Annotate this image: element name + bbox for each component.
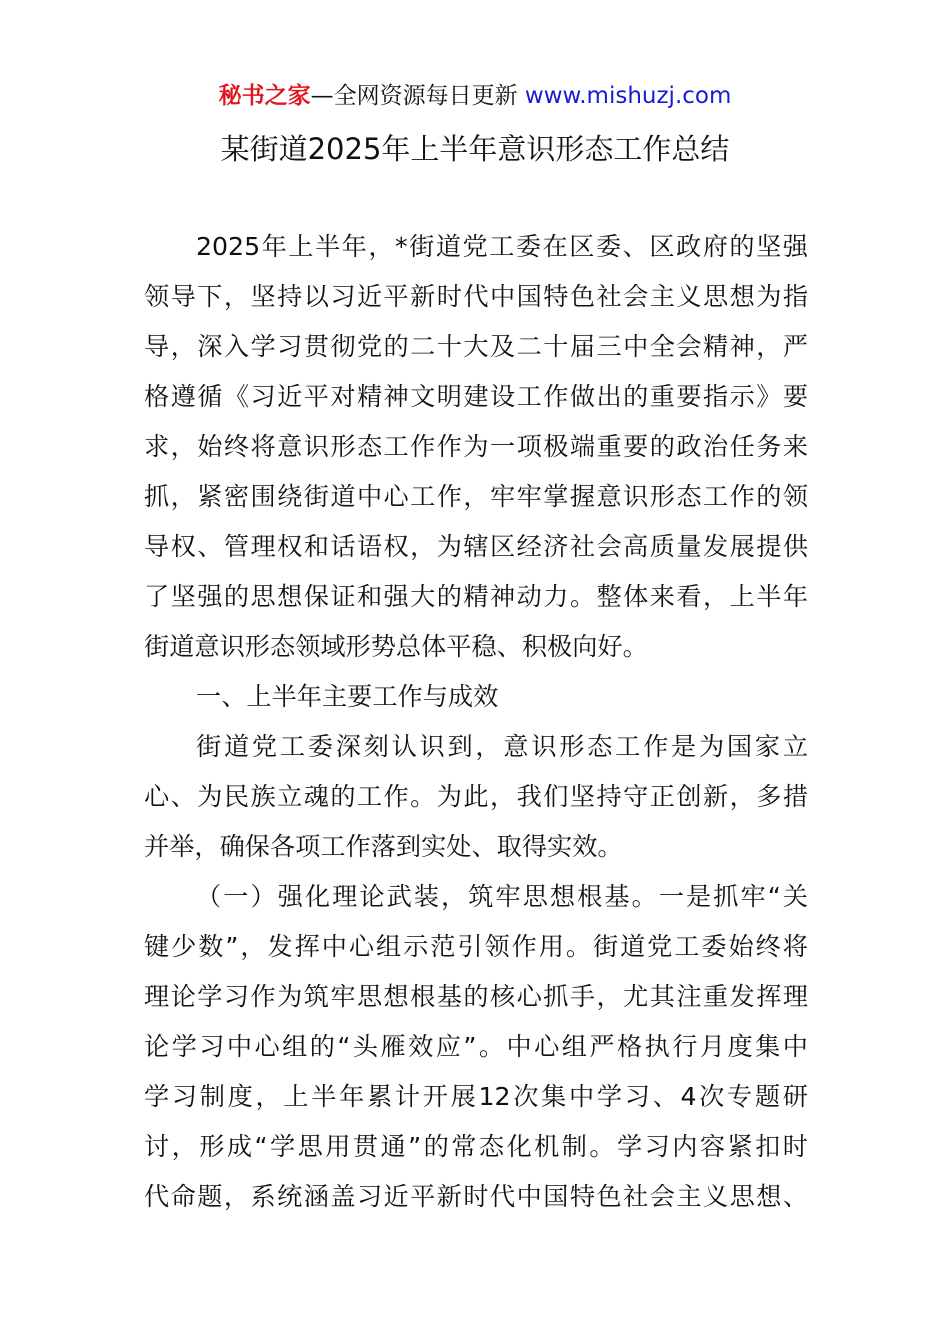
body-line: 了坚强的思想保证和强大的精神动力。整体来看，上半年: [144, 582, 808, 611]
body-line: 理论学习作为筑牢思想根基的核心抓手，尤其注重发挥理: [144, 982, 808, 1011]
body-line: 键少数”，发挥中心组示范引领作用。街道党工委始终将: [144, 932, 808, 961]
body-line: 求，始终将意识形态工作作为一项极端重要的政治任务来: [144, 432, 808, 461]
body-line: 学习制度，上半年累计开展12次集中学习、4次专题研: [144, 1082, 808, 1111]
site-header: [0, 80, 950, 112]
body-line: 并举，确保各项工作落到实处、取得实效。: [144, 832, 623, 861]
body-line: 讨，形成“学思用贯通”的常态化机制。学习内容紧扣时: [144, 1132, 808, 1161]
body-line: 抓，紧密围绕街道中心工作，牢牢掌握意识形态工作的领: [144, 482, 808, 511]
body-line: 格遵循《习近平对精神文明建设工作做出的重要指示》要: [144, 382, 808, 411]
body-line: 2025年上半年，*街道党工委在区委、区政府的坚强: [196, 232, 808, 261]
site-brand: 秘书之家: [218, 83, 311, 109]
site-url-link[interactable]: www.mishuzj.com: [524, 83, 732, 109]
body-line: （一）强化理论武装，筑牢思想根基。一是抓牢“关: [196, 882, 808, 911]
body-line: 街道党工委深刻认识到，意识形态工作是为国家立: [196, 732, 808, 761]
body-line: 论学习中心组的“头雁效应”。中心组严格执行月度集中: [144, 1032, 808, 1061]
body-line: 代命题，系统涵盖习近平新时代中国特色社会主义思想、: [144, 1182, 808, 1211]
body-line: 领导下，坚持以习近平新时代中国特色社会主义思想为指: [144, 282, 808, 311]
body-line: 导，深入学习贯彻党的二十大及二十届三中全会精神，严: [144, 332, 808, 361]
site-tagline: —全网资源每日更新: [310, 83, 525, 109]
document-title: 某街道2025年上半年意识形态工作总结: [220, 132, 730, 166]
document-body: [144, 222, 808, 1222]
body-line: 街道意识形态领域形势总体平稳、积极向好。: [144, 632, 648, 661]
body-line: 导权、管理权和话语权，为辖区经济社会高质量发展提供: [144, 532, 808, 561]
section-heading: 一、上半年主要工作与成效: [196, 682, 499, 711]
body-line: 心、为民族立魂的工作。为此，我们坚持守正创新，多措: [144, 782, 808, 811]
